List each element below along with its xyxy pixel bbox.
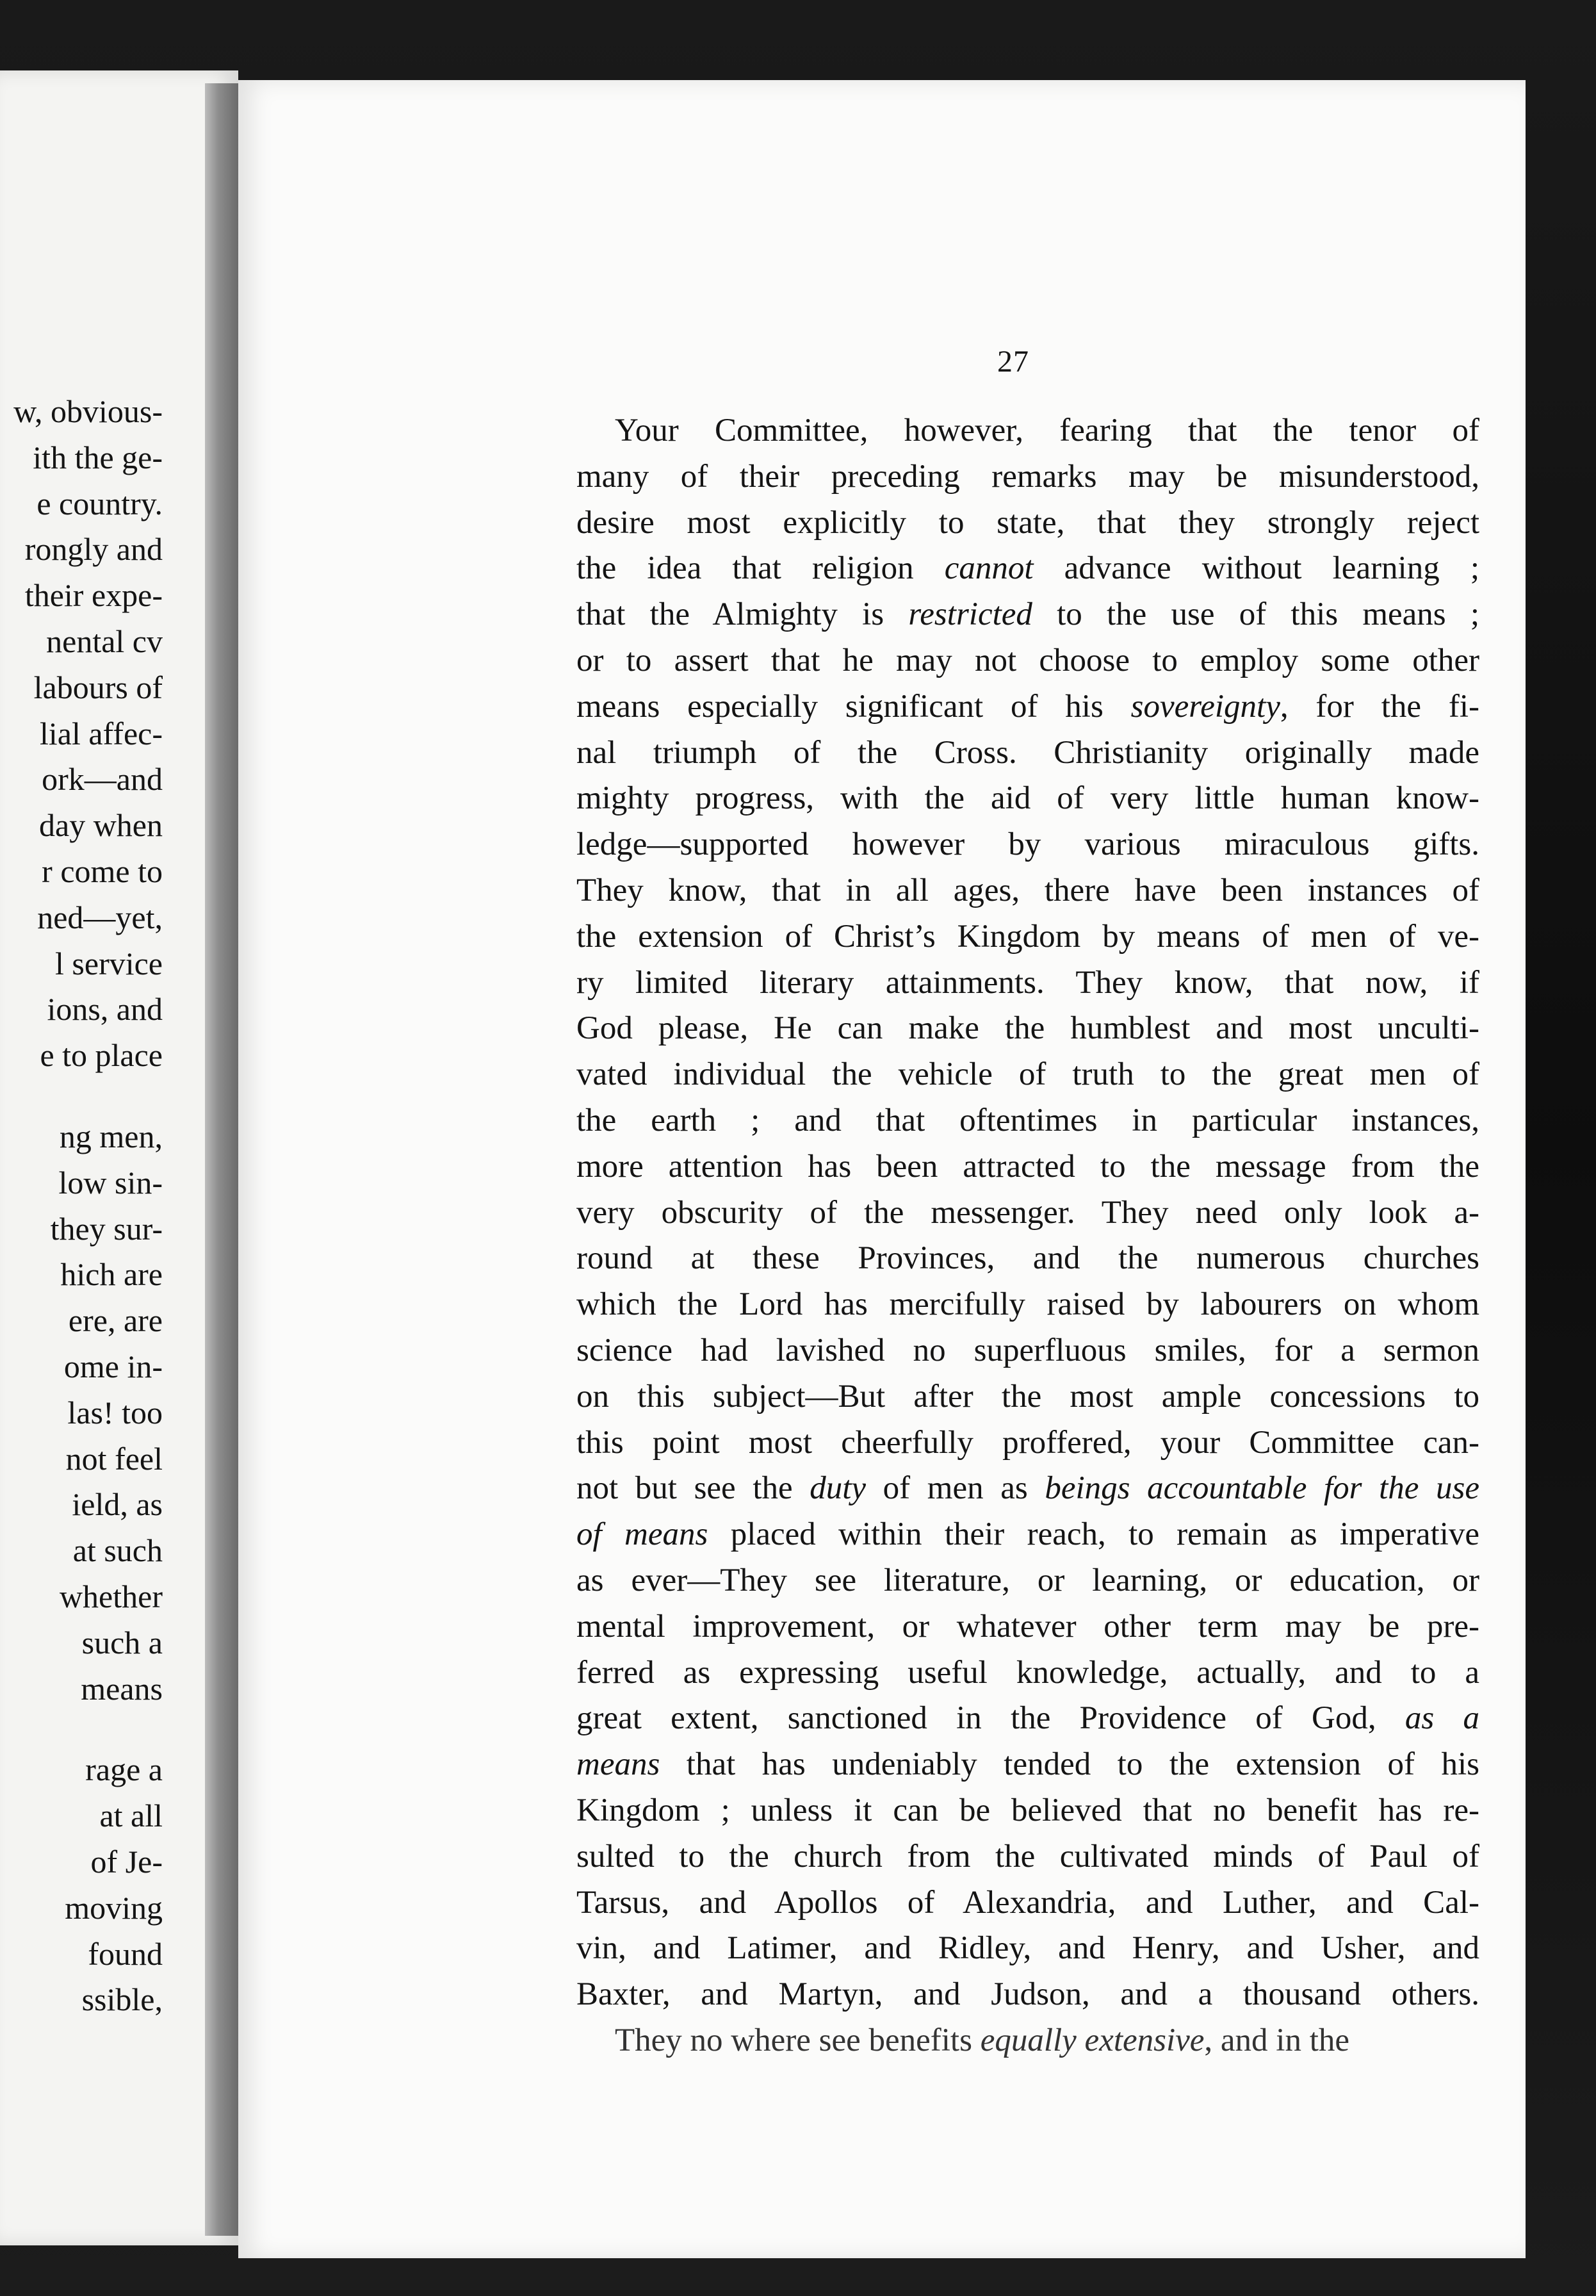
body-line: means especially significant of his sovereignty, for the fi-: [576, 688, 1479, 725]
body-line: the extension of Christ’s Kingdom by means of men of ve-: [576, 918, 1479, 955]
left-page-line: [0, 1712, 163, 1747]
left-page-line: ssible,: [81, 1981, 163, 2018]
left-page-line: ome in-: [63, 1348, 163, 1384]
body-line: nal triumph of the Cross. Christianity originally made: [576, 734, 1479, 771]
body-line: science had lavished no superfluous smiles, for a sermon: [576, 1332, 1479, 1368]
body-line: that the Almighty is restricted to the use of this means ;: [576, 596, 1479, 633]
left-page: [0, 70, 238, 2245]
body-line: Baxter, and Martyn, and Judson, and a thousand others.: [576, 1976, 1479, 2013]
body-line: vin, and Latimer, and Ridley, and Henry, and Usher, and: [576, 1930, 1479, 1967]
left-page-line: lial affec-: [40, 715, 163, 751]
book-gutter: [205, 83, 238, 2236]
body-line: means that has undeniably tended to the extension of his: [576, 1746, 1479, 1783]
left-page-line: they sur-: [50, 1210, 163, 1247]
left-page-line: ork—and: [42, 761, 163, 798]
body-line: on this subject—But after the most ample concessions to: [576, 1378, 1479, 1414]
body-line: ry limited literary attainments. They know, that now, if: [576, 964, 1479, 1001]
left-page-line: not feel: [65, 1440, 163, 1477]
body-text: [576, 408, 1479, 2064]
left-page-line: ith the ge-: [33, 439, 163, 475]
body-line: this point most cheerfully proffered, your Committee can-: [576, 1424, 1479, 1461]
body-line: the idea that religion cannot advance without learning ;: [576, 550, 1479, 587]
body-line: They no where see benefits equally extensive, and in the: [615, 2022, 1350, 2058]
body-line: Kingdom ; unless it can be believed that no benefit has re-: [576, 1792, 1479, 1828]
body-line: many of their preceding remarks may be misunderstood,: [576, 458, 1479, 495]
left-page-line: at all: [99, 1798, 163, 1834]
left-page-line: labours of: [33, 669, 163, 705]
left-page-line: rage a: [85, 1751, 163, 1788]
left-page-line: of Je-: [90, 1843, 163, 1880]
body-line: mighty progress, with the aid of very little human know-: [576, 780, 1479, 817]
body-line: very obscurity of the messenger. They need only look a-: [576, 1194, 1479, 1231]
left-page-text: [0, 389, 163, 2023]
body-line: the earth ; and that oftentimes in particular instances,: [576, 1102, 1479, 1138]
left-page-line: las! too: [67, 1394, 163, 1431]
left-page-line: e country.: [37, 485, 163, 521]
body-line: or to assert that he may not choose to employ some other: [576, 642, 1479, 678]
body-line: which the Lord has mercifully raised by labourers on whom: [576, 1286, 1479, 1323]
body-line: ledge—supported however by various miraculous gifts.: [576, 826, 1479, 863]
left-page-line: such a: [81, 1624, 163, 1660]
left-page-line: moving: [65, 1889, 163, 1926]
body-line: desire most explicitly to state, that they strongly reject: [576, 504, 1479, 541]
body-line: vated individual the vehicle of truth to the great men of: [576, 1056, 1479, 1093]
body-line: as ever—They see literature, or learning, or education, or: [576, 1562, 1479, 1598]
body-line: sulted to the church from the cultivated minds of Paul of: [576, 1838, 1479, 1874]
body-line: ferred as expressing useful knowledge, actually, and to a: [576, 1654, 1479, 1691]
left-page-line: l service: [55, 945, 163, 981]
body-line: not but see the duty of men as beings accountable for the use: [576, 1470, 1479, 1507]
left-page-line: nental cv: [46, 623, 163, 659]
body-line: round at these Provinces, and the numerous churches: [576, 1240, 1479, 1277]
body-line: more attention has been attracted to the message from the: [576, 1148, 1479, 1185]
left-page-line: means: [81, 1670, 163, 1707]
left-page-line: e to place: [40, 1037, 163, 1074]
left-page-line: rongly and: [24, 531, 163, 568]
left-page-line: ield, as: [72, 1486, 163, 1523]
body-line: They know, that in all ages, there have been instances of: [576, 872, 1479, 908]
left-page-line: ned—yet,: [37, 899, 163, 935]
left-page-line: their expe-: [24, 577, 163, 614]
left-page-line: ng men,: [59, 1118, 163, 1154]
left-page-line: ions, and: [47, 991, 163, 1028]
left-page-line: hich are: [60, 1256, 163, 1293]
left-page-line: whether: [59, 1578, 163, 1614]
left-page-line: low sin-: [58, 1164, 163, 1201]
body-line: of means placed within their reach, to remain as imperative: [576, 1516, 1479, 1553]
left-page-line: day when: [39, 807, 163, 844]
body-line: Tarsus, and Apollos of Alexandria, and Luther, and Cal-: [576, 1884, 1479, 1921]
left-page-line: r come to: [42, 853, 163, 889]
left-page-line: at such: [72, 1532, 163, 1569]
left-page-line: w, obvious-: [13, 393, 163, 429]
left-page-line: ere, are: [68, 1302, 163, 1339]
body-line: Your Committee, however, fearing that the tenor of: [615, 413, 1479, 448]
body-line: God please, He can make the humblest and most unculti-: [576, 1010, 1479, 1047]
left-page-line: [0, 1079, 163, 1114]
body-line: great extent, sanctioned in the Providence of God, as a: [576, 1700, 1479, 1737]
page-number: 27: [997, 345, 1029, 379]
body-line: mental improvement, or whatever other term may be pre-: [576, 1608, 1479, 1644]
right-page: [238, 80, 1526, 2258]
left-page-line: found: [88, 1935, 163, 1972]
